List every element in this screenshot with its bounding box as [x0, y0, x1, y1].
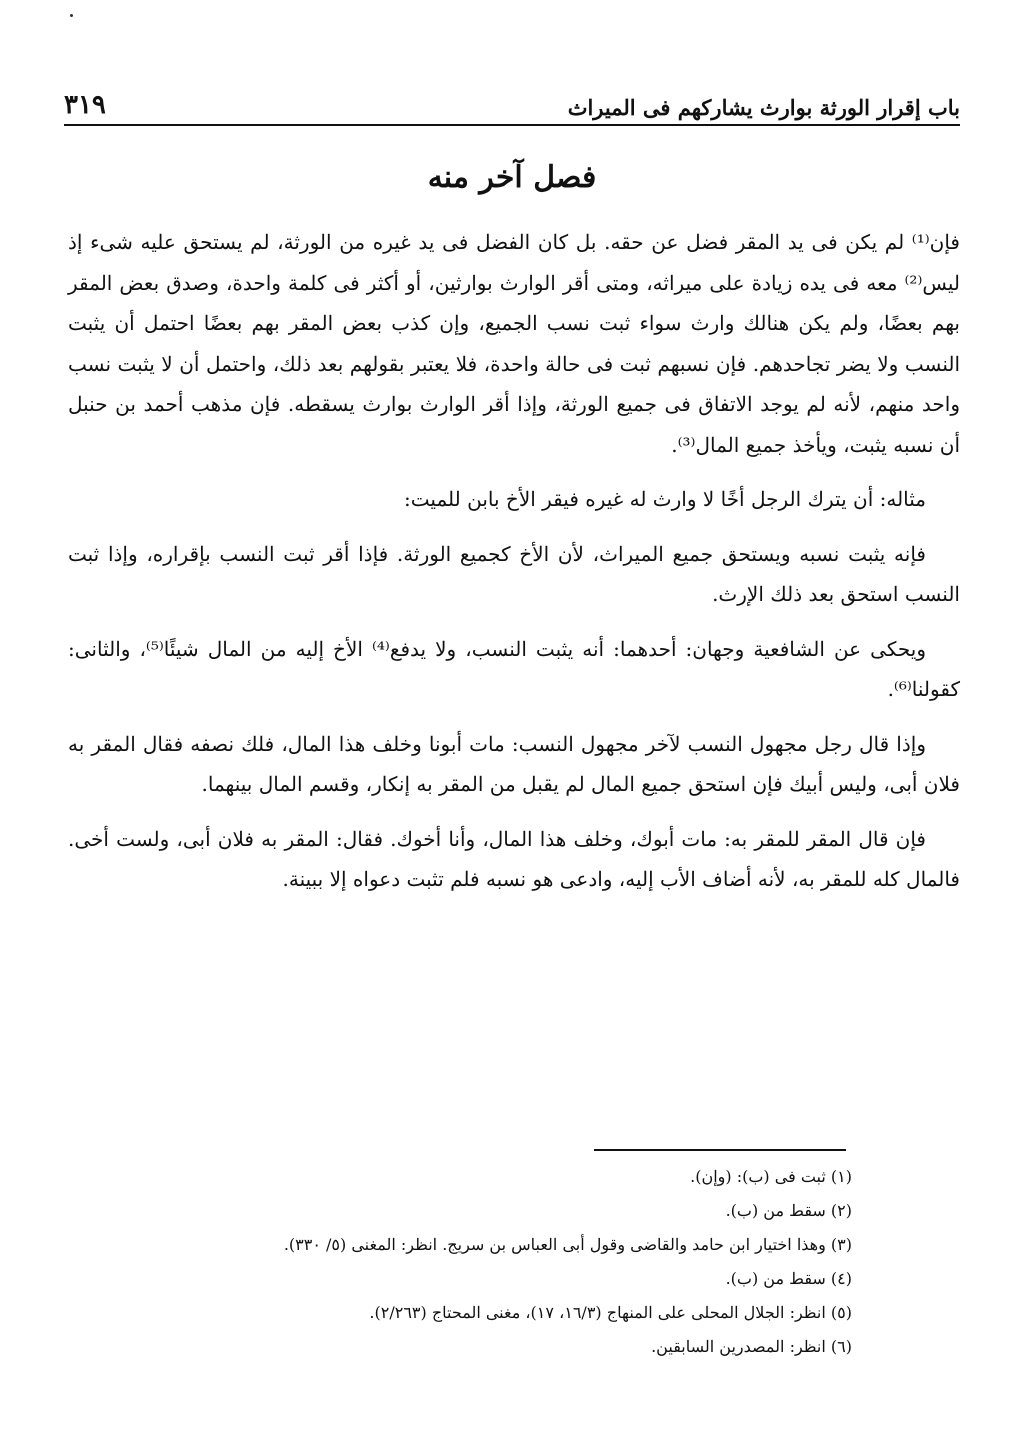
footnote: (٦) انظر: المصدرين السابقين. — [651, 1337, 852, 1356]
footnote: (٥) انظر: الجلال المحلى على المنهاج (١٦/٣، ١٧)، مغنى المحتاج (٢/٢٦٣). — [369, 1303, 852, 1322]
footnotes — [100, 1160, 852, 1364]
header-rule — [64, 124, 960, 126]
section-title: فصل آخر منه — [427, 160, 597, 195]
footnote-separator — [594, 1149, 846, 1151]
footnote: (١) ثبت فى (ب): (وإن). — [690, 1167, 852, 1186]
paragraph: فإن قال المقر للمقر به: مات أبوك، وخلف هذا المال، وأنا أخوك. فقال: المقر به فلان أبى، ولست أخى. فالمال كله للمقر به، لأنه أضاف الأب إليه، وادعى هو نسبه فلم تثبت دعواه إلا ببينة. — [68, 826, 960, 891]
footnote: (٣) وهذا اختيار ابن حامد والقاضى وقول أبى العباس بن سريج. انظر: المغنى (٥/ ٣٣٠). — [283, 1235, 852, 1254]
paragraph: ويحكى عن الشافعية وجهان: أحدهما: أنه يثبت النسب، ولا يدفع⁽⁴⁾ الأخ إليه من المال شيئًا⁽⁵⁾، والثانى: كقولنا⁽⁶⁾. — [68, 636, 960, 701]
paragraph: فإن⁽¹⁾ لم يكن فى يد المقر فضل عن حقه. بل كان الفضل فى يد غيره من الورثة، لم يستحق عليه شىء إذ ليس⁽²⁾ معه فى يده زيادة على ميراثه، ومتى أقر الوارث بوارثين، أو أكثر فى كلمة واحدة، وصدق بعض المقر بهم بعضًا، ولم يكن هنالك وارث سواء ثبت نسب الجميع، وإن كذب بعض المقر بهم بعضًا احتمل أن يثبت النسب ولا يضر تجاحدهم. فإن نسبهم ثبت فى حالة واحدة، فلا يعتبر بقولهم بعد ذلك، واحتمل أن لا يثبت نسب واحد منهم، لأنه لم يوجد الاتفاق فى جميع الورثة، وإذا أقر الوارث بوارث يسقطه. فإن مذهب أحمد بن حنبل أن نسبه يثبت، ويأخذ جميع المال⁽³⁾. — [68, 230, 960, 457]
running-header — [64, 84, 960, 120]
main-text — [68, 222, 960, 914]
footnote: (٢) سقط من (ب). — [725, 1201, 852, 1220]
chapter-title: باب إقرار الورثة بوارث يشاركهم فى الميراث — [567, 95, 960, 120]
paragraph: مثاله: أن يترك الرجل أخًا لا وارث له غيره فيقر الأخ بابن للميت: — [404, 487, 926, 511]
scan-speck — [70, 14, 73, 17]
paragraph: فإنه يثبت نسبه ويستحق جميع الميراث، لأن الأخ كجميع الورثة. فإذا أقر ثبت النسب بإقراره، وإذا ثبت النسب استحق بعد ذلك الإرث. — [68, 541, 960, 606]
page-number: ٣١٩ — [64, 90, 106, 120]
footnote: (٤) سقط من (ب). — [725, 1269, 852, 1288]
paragraph: وإذا قال رجل مجهول النسب لآخر مجهول النسب: مات أبونا وخلف هذا المال، فلك نصفه فقال المقر به فلان أبى، وليس أبيك فإن استحق جميع المال لم يقبل من المقر به إنكار، وقسم المال بينهما. — [68, 731, 960, 796]
